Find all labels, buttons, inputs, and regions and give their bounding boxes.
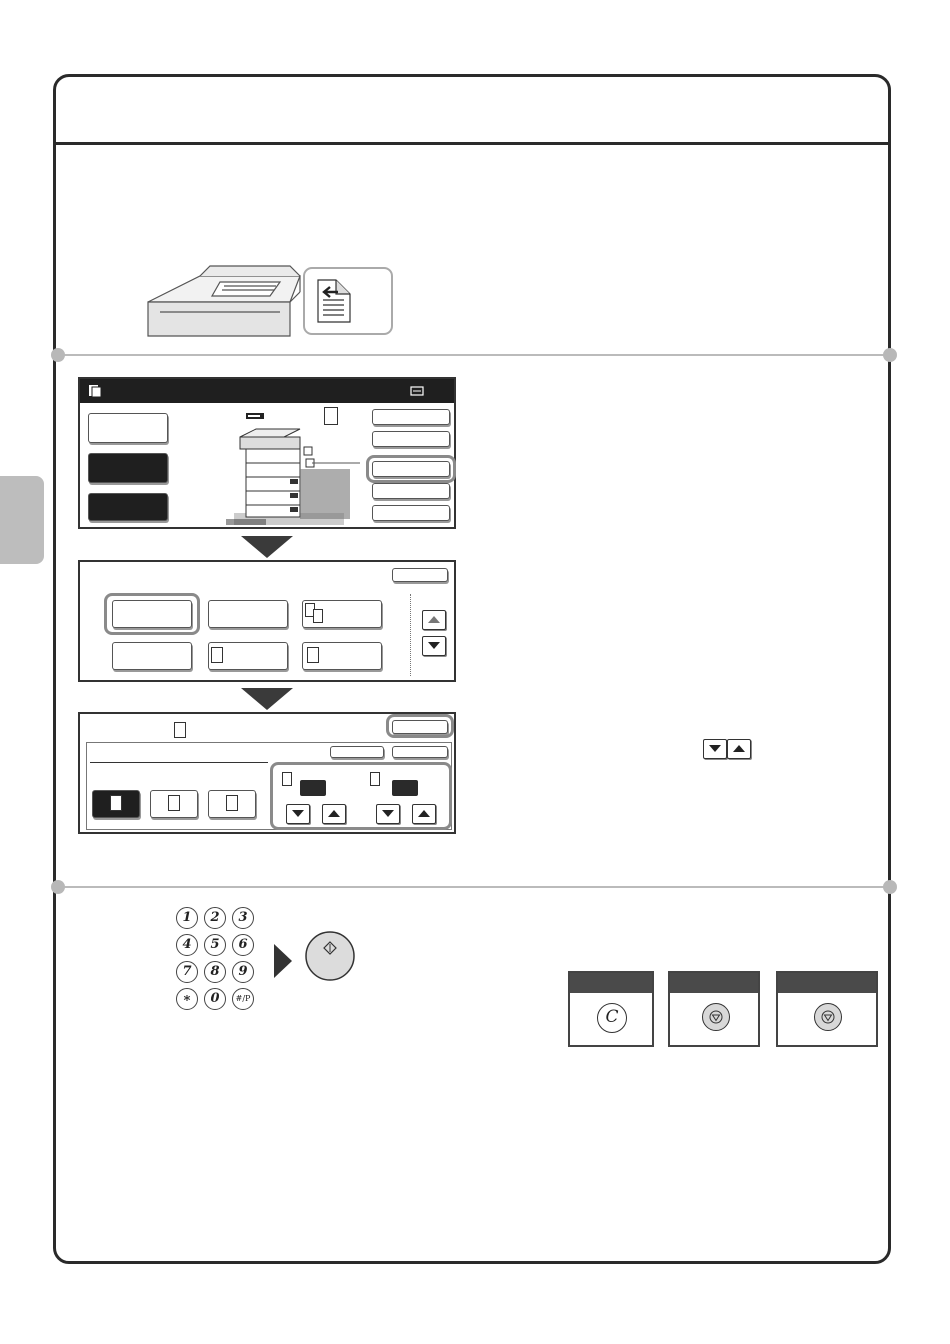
special-modes-highlight <box>366 455 456 483</box>
key-1[interactable]: 1 <box>176 907 198 929</box>
key-7[interactable]: 7 <box>176 961 198 983</box>
clear-key-icon[interactable]: C <box>597 1003 627 1033</box>
key-6[interactable]: 6 <box>232 934 254 956</box>
clear-key-card-header <box>570 973 652 993</box>
covers-inserts-icon <box>307 647 319 663</box>
erase-button[interactable] <box>208 600 288 628</box>
key-2[interactable]: 2 <box>204 907 226 929</box>
copy-base-screen <box>78 377 456 529</box>
frame-title-bar <box>56 77 888 145</box>
dual-page-copy-button[interactable] <box>302 600 382 628</box>
stop-key-icon-2[interactable] <box>814 1003 842 1031</box>
scroll-down-button[interactable] <box>422 636 446 656</box>
ok-inner-button[interactable] <box>392 746 448 758</box>
shift-left-button[interactable] <box>92 790 140 818</box>
flow-arrow-right <box>274 944 292 978</box>
special-modes-button-5[interactable] <box>372 505 450 521</box>
flow-arrow-1 <box>241 536 293 558</box>
tab-copy-icon <box>211 647 223 663</box>
copy-ratio-button[interactable] <box>88 413 168 443</box>
copier-machine-illustration <box>220 407 360 527</box>
shift-right-icon <box>168 795 180 811</box>
cancel-button[interactable] <box>330 746 384 758</box>
step-divider-1 <box>57 354 889 356</box>
special-modes-button-1[interactable] <box>372 409 450 425</box>
clear-key-card <box>568 971 654 1047</box>
copy-mode-icon <box>88 384 102 398</box>
shift-left-icon <box>110 795 122 811</box>
scanner-body <box>148 266 300 336</box>
step-divider-1-right-dot <box>883 348 897 362</box>
covers-inserts-button[interactable] <box>302 642 382 670</box>
dual-page-icon-2 <box>313 609 323 623</box>
key-asterisk[interactable]: ∗ <box>176 988 198 1010</box>
paper-select-button[interactable] <box>88 493 168 521</box>
stop-key-card-header <box>670 973 758 993</box>
shift-down-icon <box>226 795 238 811</box>
key-8[interactable]: 8 <box>204 961 226 983</box>
stop-key-card-2 <box>776 971 878 1047</box>
special-modes-button-4[interactable] <box>372 483 450 499</box>
stop-key-icon[interactable] <box>702 1003 730 1031</box>
start-key-icon[interactable] <box>304 930 356 982</box>
margin-shift-title-icon <box>174 722 186 738</box>
stop-key-card <box>668 971 760 1047</box>
shift-right-button[interactable] <box>150 790 198 818</box>
step-divider-2-left-dot <box>51 880 65 894</box>
original-orientation-icon <box>324 407 338 425</box>
inline-down-key-icon <box>703 739 727 759</box>
job-status-icon[interactable] <box>410 386 424 396</box>
step-divider-1-left-dot <box>51 348 65 362</box>
settings-underline <box>90 762 268 763</box>
scroll-up-button[interactable] <box>422 610 446 630</box>
scanner-illustration <box>140 262 400 338</box>
ok-button-special-modes[interactable] <box>392 568 448 582</box>
ok-button-highlight <box>386 714 454 738</box>
stop-key-card-2-header <box>778 973 876 993</box>
original-size-button[interactable] <box>88 453 168 483</box>
shift-down-button[interactable] <box>208 790 256 818</box>
copy-base-screen-header <box>80 379 454 403</box>
margin-adjust-highlight <box>270 762 452 830</box>
scroll-separator <box>410 594 411 676</box>
step-divider-2 <box>57 886 889 888</box>
special-modes-button-2[interactable] <box>372 431 450 447</box>
book-copy-button[interactable] <box>112 642 192 670</box>
key-3[interactable]: 3 <box>232 907 254 929</box>
flow-arrow-2 <box>241 688 293 710</box>
special-modes-screen <box>78 560 456 682</box>
key-hash-p[interactable]: #/P <box>232 988 254 1010</box>
key-5[interactable]: 5 <box>204 934 226 956</box>
chapter-side-tab <box>0 476 44 564</box>
margin-shift-highlight <box>104 593 200 635</box>
key-9[interactable]: 9 <box>232 961 254 983</box>
key-4[interactable]: 4 <box>176 934 198 956</box>
key-0[interactable]: 0 <box>204 988 226 1010</box>
tab-copy-button[interactable] <box>208 642 288 670</box>
step-divider-2-right-dot <box>883 880 897 894</box>
inline-up-key-icon <box>727 739 751 759</box>
numeric-keypad <box>176 907 258 1013</box>
margin-shift-screen <box>78 712 456 834</box>
